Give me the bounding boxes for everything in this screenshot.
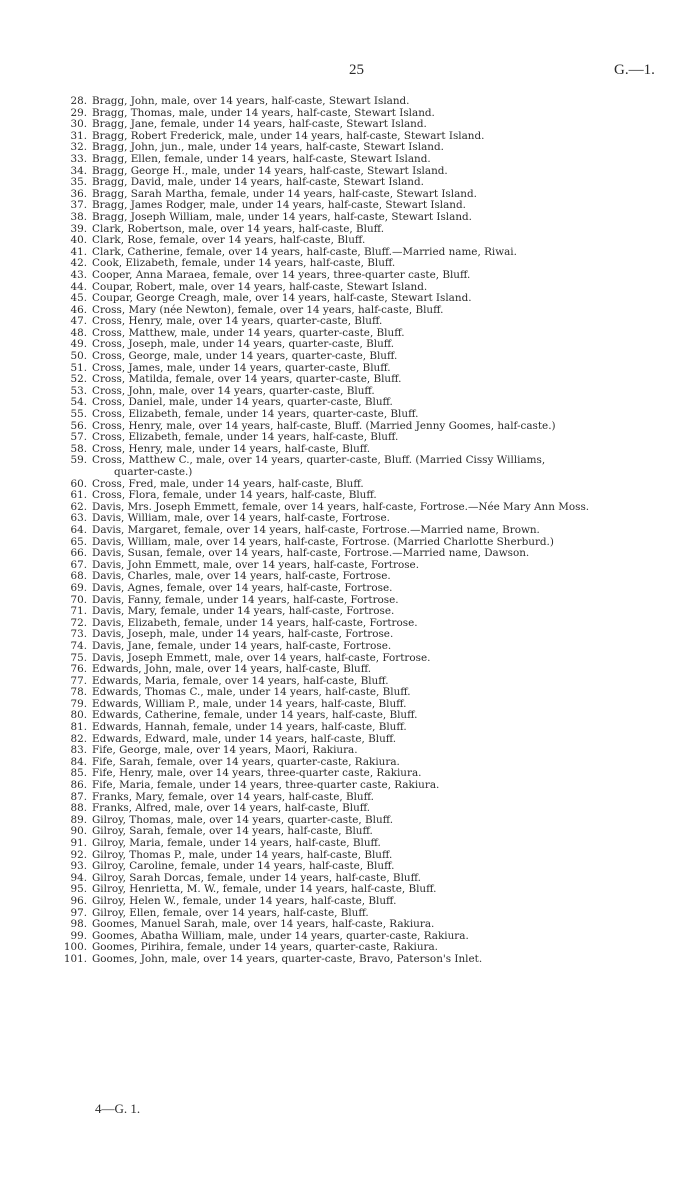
entry-number: 31. (70, 129, 87, 142)
entry-text: Fife, Maria, female, under 14 years, three-quarter caste, Rakiura. (92, 779, 440, 792)
entry-text: Davis, Charles, male, over 14 years, half-caste, Fortrose. (92, 570, 391, 583)
entry-number: 63. (70, 512, 87, 525)
entry-text: Fife, George, male, over 14 years, Maori, Rakiura. (92, 744, 358, 757)
entry-text: Davis, Mrs. Joseph Emmett, female, over 14 years, half-caste, Fortrose.—Née Mary Ann Moss. (92, 500, 590, 513)
entry-text: Cross, Elizabeth, female, under 14 years, half-caste, Bluff. (92, 431, 399, 444)
entry-text: Edwards, Thomas C., male, under 14 years, half-caste, Bluff. (92, 686, 411, 699)
entry-number: 98. (70, 918, 87, 931)
entry-number: 72. (70, 616, 87, 629)
entry-number: 46. (70, 303, 87, 316)
entry-number: 60. (70, 477, 87, 490)
entry-number: 67. (70, 558, 87, 571)
entry-text: Bragg, Ellen, female, under 14 years, half-caste, Stewart Island. (92, 152, 431, 165)
entry-text: Bragg, John, male, over 14 years, half-caste, Stewart Island. (92, 95, 410, 107)
entry-number: 53. (70, 384, 87, 397)
entry-text: Cross, Flora, female, under 14 years, half-caste, Bluff. (92, 489, 377, 502)
entry-number: 57. (70, 431, 87, 444)
entry-text: Goomes, Abatha William, male, under 14 years, quarter-caste, Rakiura. (92, 929, 469, 942)
entry-number: 92. (70, 848, 87, 861)
entry-text: Davis, Susan, female, over 14 years, half-caste, Fortrose.—Married name, Dawson. (92, 547, 530, 560)
entry-text: Edwards, William P., male, under 14 years, half-caste, Bluff. (92, 697, 407, 710)
entry-number: 65. (70, 535, 87, 548)
entry-number: 58. (70, 442, 87, 455)
register-entry (0, 177, 700, 189)
entry-number: 83. (70, 744, 87, 757)
entry-number: 28. (70, 95, 87, 107)
document-reference: G.—1. (614, 62, 655, 78)
register-entry (0, 154, 700, 166)
entry-number: 79. (70, 697, 87, 710)
entry-number: 96. (70, 894, 87, 907)
entry-text: Bragg, Sarah Martha, female, under 14 years, half-caste, Stewart Island. (92, 187, 477, 200)
entry-text: Bragg, James Rodger, male, under 14 years, half-caste, Stewart Island. (92, 199, 466, 212)
entry-text: Franks, Alfred, male, over 14 years, half-caste, Bluff. (92, 802, 371, 815)
entry-text: Cross, Mary (née Newton), female, over 14 years, half-caste, Bluff. (92, 303, 444, 316)
entry-number: 80. (70, 709, 87, 722)
entry-text: Gilroy, Thomas, male, over 14 years, quarter-caste, Bluff. (92, 813, 393, 826)
entry-number: 75. (70, 651, 87, 664)
entry-number: 48. (70, 326, 87, 339)
entry-number: 47. (70, 315, 87, 328)
entry-number: 29. (70, 106, 87, 119)
entry-number: 54. (70, 396, 87, 409)
entry-number: 35. (70, 176, 87, 189)
entry-number: 30. (70, 118, 87, 131)
entry-text: Cross, John, male, over 14 years, quarter-caste, Bluff. (92, 384, 375, 397)
entry-text: Clark, Rose, female, over 14 years, half-caste, Bluff. (92, 234, 366, 247)
entry-text: Clark, Catherine, female, over 14 years, half-caste, Bluff.—Married name, Riwai. (92, 245, 517, 258)
entry-text: Davis, Agnes, female, over 14 years, half-caste, Fortrose. (92, 581, 393, 594)
entry-text-continuation: quarter-caste.) (114, 466, 193, 478)
page-number: 25 (349, 62, 364, 78)
entry-number: 34. (70, 164, 87, 177)
entry-number: 59. (70, 454, 87, 467)
entry-text-main: Cross, Matthew C., male, over 14 years, quarter-caste, Bluff. (Married Cissy Williams, (92, 454, 546, 467)
entry-number: 77. (70, 674, 87, 687)
register-entry (0, 838, 700, 850)
entry-text: Cross, George, male, under 14 years, quarter-caste, Bluff. (92, 350, 398, 363)
entry-text: Davis, Joseph, male, under 14 years, half-caste, Fortrose. (92, 628, 394, 641)
entry-number: 56. (70, 419, 87, 432)
entry-number: 90. (70, 825, 87, 838)
entry-number: 73. (70, 628, 87, 641)
entry-text: Cross, Matthew, male, under 14 years, quarter-caste, Bluff. (92, 326, 405, 339)
register-entry (0, 780, 700, 792)
entry-text: Coupar, George Creagh, male, over 14 years, half-caste, Stewart Island. (92, 292, 472, 305)
entry-number: 68. (70, 570, 87, 583)
entry-number: 33. (70, 152, 87, 165)
entry-text: Bragg, Jane, female, under 14 years, half-caste, Stewart Island. (92, 118, 427, 131)
entry-text: Cross, Henry, male, over 14 years, half-caste, Bluff. (Married Jenny Goomes, half-caste.) (92, 419, 556, 432)
entry-text: Bragg, Thomas, male, under 14 years, half-caste, Stewart Island. (92, 106, 435, 119)
entry-number: 71. (70, 605, 87, 618)
entry-text: Gilroy, Sarah, female, over 14 years, half-caste, Bluff. (92, 825, 373, 838)
entry-number: 66. (70, 547, 87, 560)
entry-number: 100. (63, 941, 87, 954)
entry-text: Clark, Robertson, male, over 14 years, half-caste, Bluff. (92, 222, 384, 235)
entry-number: 62. (70, 500, 87, 513)
register-entry (0, 954, 700, 966)
entry-number: 85. (70, 767, 87, 780)
entry-text: Cook, Elizabeth, female, under 14 years, half-caste, Bluff. (92, 257, 396, 270)
entry-number: 91. (70, 837, 87, 849)
entry-text: Davis, Jane, female, under 14 years, half-caste, Fortrose. (92, 639, 392, 652)
entry-text: Goomes, John, male, over 14 years, quarter-caste, Bravo, Paterson's Inlet. (92, 952, 483, 965)
entry-number: 64. (70, 523, 87, 536)
entry-number: 49. (70, 338, 87, 351)
entry-number: 38. (70, 210, 87, 223)
register-entry (0, 96, 700, 108)
entry-text: Cross, Matilda, female, over 14 years, quarter-caste, Bluff. (92, 373, 402, 386)
entry-text: Franks, Mary, female, over 14 years, half-caste, Bluff. (92, 790, 374, 803)
entry-text: Edwards, Maria, female, over 14 years, half-caste, Bluff. (92, 674, 389, 687)
entry-number: 74. (70, 639, 87, 652)
entry-text: Davis, Mary, female, under 14 years, half-caste, Fortrose. (92, 605, 395, 618)
register-entry (0, 896, 700, 908)
entry-text: Cross, James, male, under 14 years, quarter-caste, Bluff. (92, 361, 391, 374)
entry-text: Davis, William, male, over 14 years, half-caste, Fortrose. (Married Charlotte Sherburd.) (92, 535, 554, 548)
register-entry (0, 351, 700, 363)
entry-text: Bragg, Joseph William, male, under 14 years, half-caste, Stewart Island. (92, 210, 472, 223)
register-list (0, 96, 700, 966)
entry-text: Cross, Elizabeth, female, under 14 years, quarter-caste, Bluff. (92, 408, 419, 421)
register-entry (0, 722, 700, 734)
entry-text: Gilroy, Ellen, female, over 14 years, half-caste, Bluff. (92, 906, 369, 919)
entry-number: 50. (70, 350, 87, 363)
entry-text: Cross, Fred, male, under 14 years, half-caste, Bluff. (92, 477, 364, 490)
entry-text: Goomes, Manuel Sarah, male, over 14 years, half-caste, Rakiura. (92, 918, 435, 931)
entry-text: Davis, Joseph Emmett, male, over 14 years, half-caste, Fortrose. (92, 651, 431, 664)
register-entry (0, 583, 700, 595)
entry-text: Bragg, John, jun., male, under 14 years, half-caste, Stewart Island. (92, 141, 444, 154)
entry-number: 89. (70, 813, 87, 826)
entry-text: Edwards, John, male, over 14 years, half-caste, Bluff. (92, 663, 372, 676)
entry-number: 61. (70, 489, 87, 502)
register-entry (0, 525, 700, 537)
entry-text: Davis, Elizabeth, female, under 14 years, half-caste, Fortrose. (92, 616, 418, 629)
register-entry (0, 293, 700, 305)
entry-text: Cross, Daniel, male, under 14 years, quarter-caste, Bluff. (92, 396, 393, 409)
entry-text: Gilroy, Henrietta, M. W., female, under 14 years, half-caste, Bluff. (92, 883, 437, 896)
entry-number: 101. (63, 952, 87, 965)
entry-number: 94. (70, 871, 87, 884)
entry-text: Cross, Henry, male, over 14 years, quarter-caste, Bluff. (92, 315, 383, 328)
register-entry (0, 919, 700, 931)
entry-number: 70. (70, 593, 87, 606)
register-entry (0, 641, 700, 653)
entry-text: Davis, William, male, over 14 years, half-caste, Fortrose. (92, 512, 390, 525)
entry-number: 84. (70, 755, 87, 768)
entry-number: 86. (70, 779, 87, 792)
entry-text: Fife, Sarah, female, over 14 years, quarter-caste, Rakiura. (92, 755, 400, 768)
register-entry (0, 212, 700, 224)
register-entry (0, 409, 700, 421)
entry-number: 87. (70, 790, 87, 803)
entry-number: 78. (70, 686, 87, 699)
entry-text: Edwards, Catherine, female, under 14 years, half-caste, Bluff. (92, 709, 418, 722)
register-entry (0, 664, 700, 676)
entry-text: Edwards, Hannah, female, under 14 years, half-caste, Bluff. (92, 721, 407, 734)
entry-number: 41. (70, 245, 87, 258)
entry-text: Edwards, Edward, male, under 14 years, half-caste, Bluff. (92, 732, 397, 745)
entry-number: 55. (70, 408, 87, 421)
entry-text: Gilroy, Thomas P., male, under 14 years, half-caste, Bluff. (92, 848, 393, 861)
entry-text: Bragg, Robert Frederick, male, under 14 years, half-caste, Stewart Island. (92, 129, 485, 142)
entry-number: 40. (70, 234, 87, 247)
register-entry (0, 606, 700, 618)
register-entry (0, 548, 700, 560)
entry-text: Gilroy, Helen W., female, under 14 years, half-caste, Bluff. (92, 894, 397, 907)
entry-number: 69. (70, 581, 87, 594)
entry-number: 51. (70, 361, 87, 374)
entry-number: 44. (70, 280, 87, 293)
entry-number: 82. (70, 732, 87, 745)
entry-text: Cooper, Anna Maraea, female, over 14 years, three-quarter caste, Bluff. (92, 268, 471, 281)
entry-number: 39. (70, 222, 87, 235)
entry-text: Coupar, Robert, male, over 14 years, half-caste, Stewart Island. (92, 280, 428, 293)
register-entry (0, 455, 700, 478)
sheet-mark: 4—G. 1. (95, 1101, 141, 1116)
entry-text: Bragg, David, male, under 14 years, half-caste, Stewart Island. (92, 176, 424, 189)
register-entry (0, 235, 700, 247)
entry-text: Cross, Joseph, male, under 14 years, quarter-caste, Bluff. (92, 338, 395, 351)
entry-number: 43. (70, 268, 87, 281)
entry-number: 95. (70, 883, 87, 896)
register-entry (0, 270, 700, 282)
entry-number: 88. (70, 802, 87, 815)
entry-text: Gilroy, Caroline, female, under 14 years, half-caste, Bluff. (92, 860, 395, 873)
entry-text: Bragg, George H., male, under 14 years, half-caste, Stewart Island. (92, 164, 448, 177)
entry-text: Fife, Henry, male, over 14 years, three-quarter caste, Rakiura. (92, 767, 422, 780)
entry-text: Davis, Fanny, female, under 14 years, half-caste, Fortrose. (92, 593, 399, 606)
entry-number: 42. (70, 257, 87, 270)
entry-text: Gilroy, Maria, female, under 14 years, half-caste, Bluff. (92, 837, 381, 849)
entry-number: 52. (70, 373, 87, 386)
entry-number: 76. (70, 663, 87, 676)
entry-number: 99. (70, 929, 87, 942)
entry-number: 45. (70, 292, 87, 305)
entry-text: Gilroy, Sarah Dorcas, female, under 14 years, half-caste, Bluff. (92, 871, 421, 884)
entry-number: 81. (70, 721, 87, 734)
entry-number: 37. (70, 199, 87, 212)
entry-number: 93. (70, 860, 87, 873)
entry-number: 36. (70, 187, 87, 200)
entry-text: Davis, John Emmett, male, over 14 years, half-caste, Fortrose. (92, 558, 419, 571)
entry-text: Davis, Margaret, female, over 14 years, half-caste, Fortrose.—Married name, Brown. (92, 523, 540, 536)
entry-number: 32. (70, 141, 87, 154)
entry-text: Cross, Henry, male, under 14 years, half-caste, Bluff. (92, 442, 371, 455)
entry-number: 97. (70, 906, 87, 919)
entry-text: Goomes, Pirihira, female, under 14 years, quarter-caste, Rakiura. (92, 941, 438, 954)
entry-text (92, 455, 645, 478)
